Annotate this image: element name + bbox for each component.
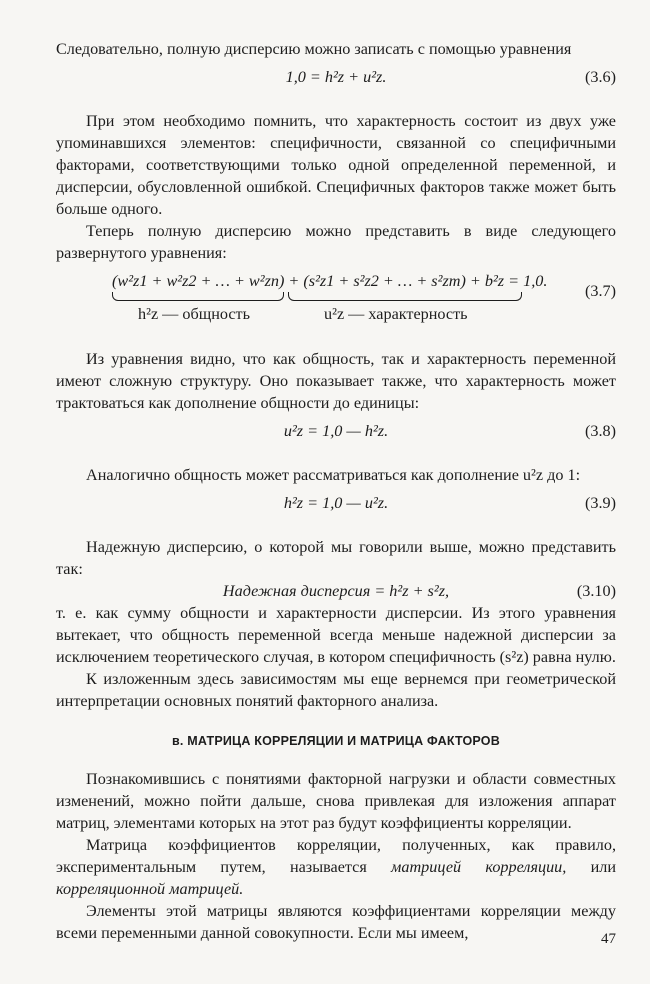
underbrace-communality bbox=[112, 292, 284, 301]
paragraph bbox=[56, 834, 616, 900]
paragraph: Аналогично общность может рассматриваться как дополнение u²z до 1: bbox=[86, 466, 581, 484]
emphasis-text: матрицей корреляции, bbox=[391, 858, 567, 876]
equation-3-9 bbox=[56, 492, 616, 516]
equation-formula: u²z = 1,0 — h²z. bbox=[283, 422, 389, 440]
equation-3-7 bbox=[56, 270, 616, 326]
equation-3-6 bbox=[56, 66, 616, 90]
brace-label: h²z — общность bbox=[138, 305, 251, 323]
paragraph: Теперь полную дисперсию можно представить в виде следующего развернутого уравнения: bbox=[56, 222, 616, 262]
equation-number: (3.10) bbox=[576, 582, 616, 600]
text-run: или bbox=[566, 858, 616, 876]
section-heading: в. МАТРИЦА КОРРЕЛЯЦИИ И МАТРИЦА ФАКТОРОВ bbox=[172, 734, 500, 748]
equation-3-8 bbox=[56, 420, 616, 444]
paragraph: Следовательно, полную дисперсию можно записать с помощью уравнения bbox=[56, 40, 572, 58]
page-number: 47 bbox=[601, 931, 616, 947]
equation-number: (3.7) bbox=[584, 282, 616, 300]
brace-label: u²z — характерность bbox=[324, 305, 468, 323]
equation-formula: (w²z1 + w²z2 + … + w²zn) + (s²z1 + s²z2 + … + s²zm) + b²z = 1,0. bbox=[112, 272, 548, 290]
equation-number: (3.9) bbox=[584, 494, 616, 512]
page-body bbox=[56, 38, 616, 944]
equation-formula: h²z = 1,0 — u²z. bbox=[283, 494, 389, 512]
equation-number: (3.8) bbox=[584, 422, 616, 440]
paragraph: Из уравнения видно, что как общность, так и характерность переменной имеют сложную структуру. Оно показывает также, что характерность может трактоваться как дополнение общности до единицы: bbox=[56, 350, 616, 412]
equation-formula: 1,0 = h²z + u²z. bbox=[285, 68, 387, 86]
paragraph: При этом необходимо помнить, что характерность состоит из двух уже упоминавшихся элементов: специфичности, связанной со специфичными факторами, соответствующими только одной определенной переменной, и дисперсии, обусловленной ошибкой. Специфичных факторов также может быть больше одного. bbox=[56, 112, 616, 218]
underbrace-uniqueness bbox=[288, 292, 522, 301]
emphasis-text: корреляционной матрицей. bbox=[56, 880, 244, 898]
paragraph: Элементы этой матрицы являются коэффициентами корреляции между всеми переменными данной совокупности. Если мы имеем, bbox=[56, 902, 616, 942]
paragraph: т. е. как сумму общности и характерности дисперсии. Из этого уравнения вытекает, что общность переменной всегда меньше надежной дисперсии за исключением теоретического случая, в котором специфичность (s²z) равна нулю. bbox=[56, 604, 616, 666]
paragraph: Надежную дисперсию, о которой мы говорили выше, можно представить так: bbox=[56, 538, 616, 578]
equation-number: (3.6) bbox=[584, 68, 616, 86]
text-run: Матрица коэффициентов корреляции, полученных, как правило, экспериментальным путем, называется bbox=[56, 836, 616, 876]
equation-3-10 bbox=[56, 580, 616, 602]
paragraph: К изложенным здесь зависимостям мы еще вернемся при геометрической интерпретации основных понятий факторного анализа. bbox=[56, 670, 616, 710]
equation-formula: Надежная дисперсия = h²z + s²z, bbox=[222, 582, 450, 600]
paragraph: Познакомившись с понятиями факторной нагрузки и области совместных изменений, можно пойти дальше, снова привлекая для изложения аппарат матриц, элементами которых на этот раз будут коэффициенты корреляции. bbox=[56, 770, 616, 832]
